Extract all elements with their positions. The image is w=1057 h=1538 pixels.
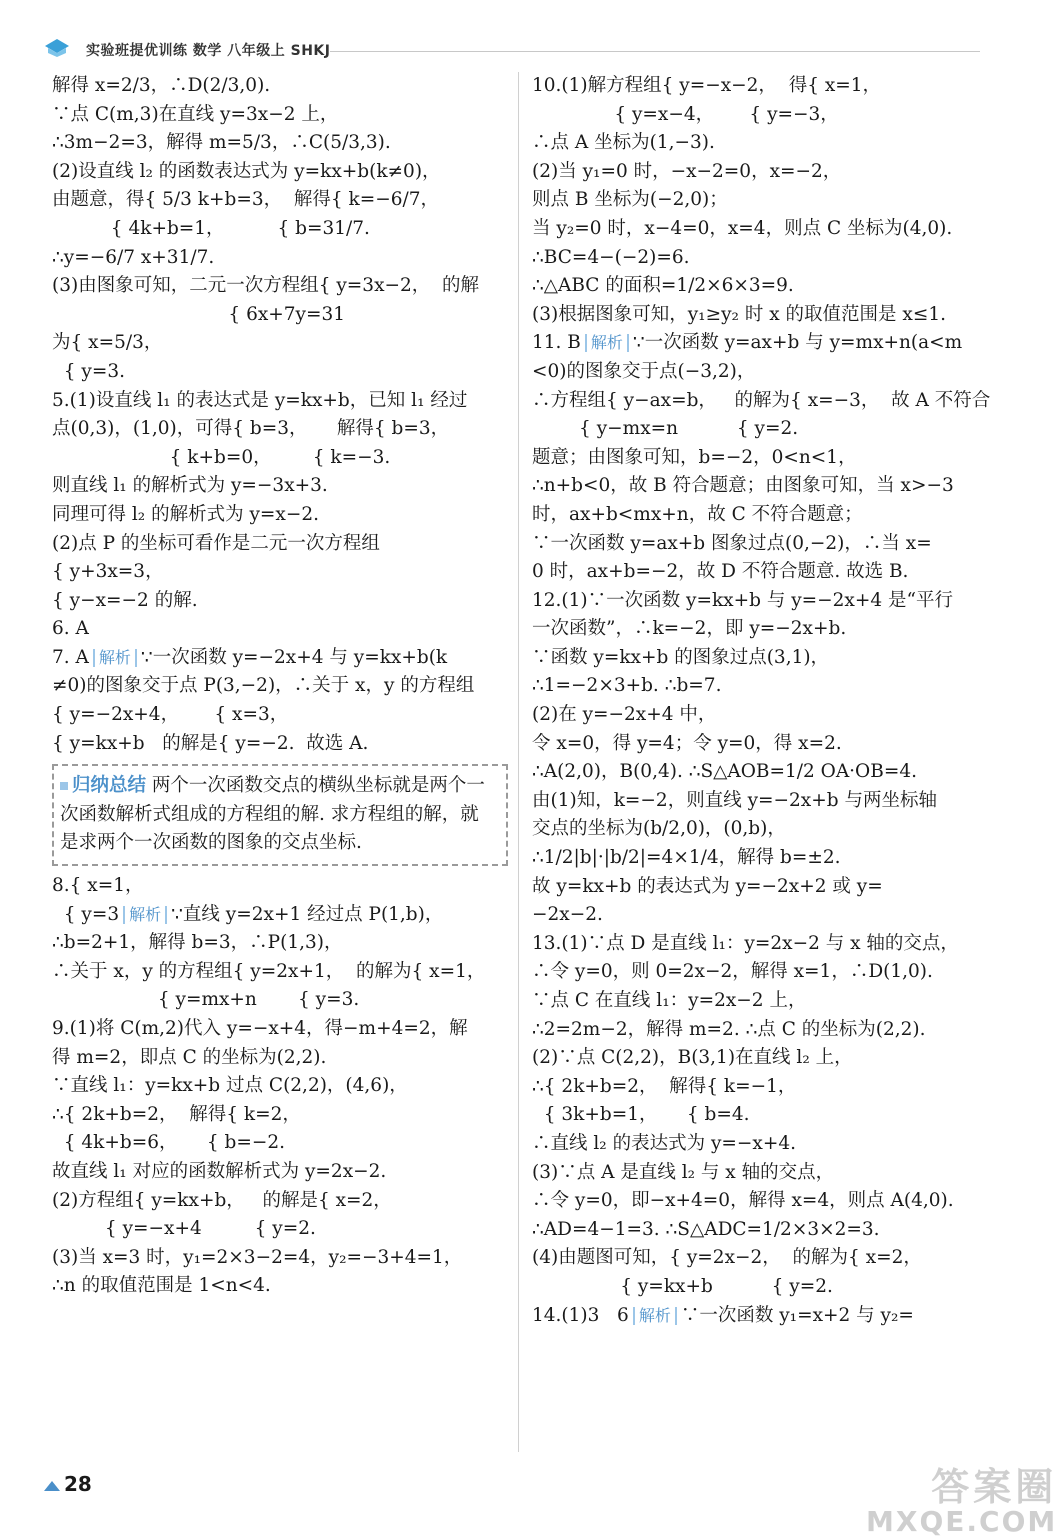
text-line: 令 x=0，得 y=4；令 y=0，得 x=2.: [532, 732, 842, 754]
watermark: [866, 1456, 1057, 1538]
answer-11: 11. B: [532, 332, 581, 354]
text-line: (2)∵点 C(2,2)，B(3,1)在直线 l₂ 上，: [532, 1047, 853, 1069]
watermark-line1: 答案圈: [931, 1465, 1057, 1509]
text-line: 得 m=2，即点 C 的坐标为(2,2).: [52, 1046, 327, 1068]
text-line: ∴A(2,0)，B(0,4). ∴S△AOB=1/2 OA·OB=4.: [532, 761, 917, 783]
text-line: ∴关于 x，y 的方程组{ y=2x+1， 的解为{ x=1，: [52, 960, 486, 982]
text-line: 12.(1)∵一次函数 y=kx+b 与 y=−2x+4 是“平行: [532, 589, 953, 611]
book-logo-icon: [44, 38, 70, 58]
right-column: [532, 72, 992, 1330]
text-line: ∵点 C 在直线 l₁：y=2x−2 上，: [532, 990, 807, 1011]
text-line: 故 y=kx+b 的表达式为 y=−2x+2 或 y=: [532, 875, 883, 897]
text-line: (2)设直线 l₂ 的函数表达式为 y=kx+b(k≠0)，: [52, 160, 441, 182]
page-header: [0, 0, 1040, 60]
column-divider: [518, 72, 519, 1452]
text-line: ∴n+b<0，故 B 符合题意；由图象可知，当 x>−3: [532, 475, 954, 497]
text-line: { y−mx=n { y=2.: [532, 418, 799, 440]
analysis-8: ∵直线 y=2x+1 经过点 P(1,b)，: [171, 903, 444, 925]
text-line: 9.(1)将 C(m,2)代入 y=−x+4，得−m+4=2，解: [52, 1018, 468, 1039]
text-line: { y=mx+n { y=3.: [52, 989, 360, 1011]
analysis-7: ∵一次函数 y=−2x+4 与 y=kx+b(k: [140, 646, 448, 668]
text-line: ∴2=2m−2，解得 m=2. ∴点 C 的坐标为(2,2).: [532, 1018, 926, 1040]
text-line: { y+3x=3，: [52, 561, 164, 583]
text-line: 由(1)知，k=−2，则直线 y=−2x+b 与两坐标轴: [532, 789, 937, 811]
summary-square-icon: [60, 782, 68, 790]
text-line: { y=−x+4 { y=2.: [52, 1218, 316, 1240]
text-line: ≠0)的图象交于点 P(3,−2)，∴关于 x，y 的方程组: [52, 675, 475, 697]
page-number: [44, 1472, 92, 1496]
text-line: (3)∵点 A 是直线 l₂ 与 x 轴的交点，: [532, 1161, 835, 1183]
analysis-14: ∵一次函数 y₁=x+2 与 y₂=: [680, 1304, 914, 1326]
text-line: ∴方程组{ y−ax=b， 的解为{ x=−3， 故 A 不符合: [532, 389, 991, 411]
text-line: 0 时，ax+b=−2，故 D 不符合题意. 故选 B.: [532, 561, 909, 583]
text-line: ∵直线 l₁：y=kx+b 过点 C(2,2)，(4,6)，: [52, 1075, 408, 1097]
page-arrow-icon: [44, 1481, 60, 1491]
text-line: { 6x+7y=31: [52, 303, 346, 325]
text-line: ∴令 y=0，即−x+4=0，解得 x=4，则点 A(4,0).: [532, 1190, 954, 1212]
text-line: (3)根据图象可知，y₁≥y₂ 时 x 的取值范围是 x≤1.: [532, 303, 946, 325]
text-line: ∴n 的取值范围是 1<n<4.: [52, 1275, 271, 1297]
text-line: [52, 872, 512, 901]
text-line: { y=x−4， { y=−3，: [532, 103, 839, 125]
text-line: 故直线 l₁ 对应的函数解析式为 y=2x−2.: [52, 1160, 387, 1182]
text-line: [52, 901, 512, 930]
summary-box: [52, 764, 508, 866]
text-line: (3)当 x=3 时，y₁=2×3−2=4，y₂=−3+4=1，: [52, 1246, 463, 1268]
answer-14: 14.(1)3 6: [532, 1304, 629, 1326]
text-line: (2)在 y=−2x+4 中，: [532, 704, 717, 726]
analysis-tag: 解析: [633, 1307, 677, 1325]
text-line: { y−x=−2 的解.: [52, 589, 198, 611]
text-line: (3)由图象可知，二元一次方程组{ y=3x−2， 的解: [52, 275, 480, 297]
text-line: ∴△ABC 的面积=1/2×6×3=9.: [532, 275, 794, 297]
text-line: { 4k+b=6， { b=−2.: [52, 1132, 286, 1154]
text-line: ∴AD=4−1=3. ∴S△ADC=1/2×3×2=3.: [532, 1218, 880, 1240]
text-line: ∴1/2|b|·|b/2|=4×1/4，解得 b=±2.: [532, 847, 841, 869]
text-line: ∴令 y=0，则 0=2x−2，解得 x=1，∴D(1,0).: [532, 961, 933, 983]
text-line: [532, 1302, 992, 1331]
text-line: (2)当 y₁=0 时，−x−2=0，x=−2，: [532, 160, 842, 182]
page-number-text: 28: [64, 1472, 92, 1496]
analysis-tag: 解析: [123, 906, 167, 924]
text-line: ∴1=−2×3+b. ∴b=7.: [532, 675, 722, 697]
text-line: ∴{ 2k+b=2， 解得{ k=2，: [52, 1103, 301, 1125]
text-line: [532, 329, 992, 358]
text-line: 由题意，得{ 5/3 k+b=3， 解得{ k=−6/7，: [52, 189, 440, 211]
text-line: 交点的坐标为(b/2,0)，(0,b)，: [532, 818, 786, 840]
text-line: −2x−2.: [532, 904, 603, 926]
text-line: { y=3.: [52, 360, 126, 382]
analysis-tag: 解析: [93, 649, 137, 667]
text-line: 则点 B 坐标为(−2,0)；: [532, 189, 728, 211]
text-line: ∴点 A 坐标为(1,−3).: [532, 132, 715, 154]
text-line: 题意；由图象可知，b=−2，0<n<1，: [532, 446, 857, 468]
text-line: [52, 644, 512, 673]
text-line: (2)点 P 的坐标可看作是二元一次方程组: [52, 532, 380, 554]
text-line: 10.(1)解方程组{ y=−x−2， 得{ x=1，: [532, 75, 882, 96]
text-line: 点(0,3)，(1,0)，可得{ b=3， 解得{ b=3，: [52, 418, 450, 440]
answer-8: 8.{ x=1，: [52, 875, 144, 897]
text-line: { 3k+b=1， { b=4.: [532, 1104, 750, 1126]
text-line: ∴3m−2=3，解得 m=5/3，∴C(5/3,3).: [52, 132, 391, 154]
book-title: 实验班提优训练 数学 八年级上 SHKJ: [86, 43, 331, 59]
summary-text-line: [60, 772, 496, 858]
analysis-11: ∵一次函数 y=ax+b 与 y=mx+n(a<m: [632, 332, 963, 354]
text-line: 一次函数”，∴k=−2，即 y=−2x+b.: [532, 618, 847, 640]
header-rule: [330, 51, 980, 52]
text-line: (2)方程组{ y=kx+b， 的解是{ x=2，: [52, 1189, 392, 1211]
text-line: ∵函数 y=kx+b 的图象过点(3,1)，: [532, 646, 830, 668]
text-line: { y=kx+b { y=2.: [532, 1275, 833, 1297]
text-line: 为{ x=5/3，: [52, 332, 163, 354]
summary-text: 两个一次函数交点的横纵坐标就是两个一次函数解析式组成的方程组的解. 求方程组的解，就是求两个一次函数的图象的交点坐标.: [60, 775, 485, 854]
text-line: 6. A: [52, 618, 89, 640]
text-line: <0)的图象交于点(−3,2)，: [532, 360, 756, 382]
text-line: ∴BC=4−(−2)=6.: [532, 246, 690, 268]
text-line: { y=kx+b 的解是{ y=−2. 故选 A.: [52, 732, 369, 754]
text-line: ∵一次函数 y=ax+b 图象过点(0,−2)，∴当 x=: [532, 532, 932, 554]
text-line: ∴{ 2k+b=2， 解得{ k=−1，: [532, 1075, 797, 1097]
text-line: (4)由题图可知，{ y=2x−2， 的解为{ x=2，: [532, 1247, 922, 1269]
text-line: 5.(1)设直线 l₁ 的表达式是 y=kx+b，已知 l₁ 经过: [52, 389, 468, 411]
text-line: 解得 x=2/3，∴D(2/3,0).: [52, 75, 271, 96]
text-line: { y=−2x+4， { x=3，: [52, 704, 289, 726]
summary-label: 归纳总结: [72, 775, 147, 797]
text-line: 13.(1)∵点 D 是直线 l₁：y=2x−2 与 x 轴的交点，: [532, 932, 959, 954]
text-line: 则直线 l₁ 的解析式为 y=−3x+3.: [52, 475, 328, 497]
text-line: 同理可得 l₂ 的解析式为 y=x−2.: [52, 503, 320, 525]
answer-7: 7. A: [52, 646, 89, 668]
text-line: { k+b=0， { k=−3.: [52, 446, 391, 468]
left-column: [52, 72, 512, 1301]
analysis-tag: 解析: [585, 334, 629, 352]
text-line: 时，ax+b<mx+n，故 C 不符合题意；: [532, 503, 863, 525]
text-line: 当 y₂=0 时，x−4=0，x=4，则点 C 坐标为(4,0).: [532, 217, 953, 239]
text-line: ∴b=2+1，解得 b=3，∴P(1,3)，: [52, 932, 343, 954]
text-line: ∵点 C(m,3)在直线 y=3x−2 上，: [52, 103, 339, 125]
text-line: ∴y=−6/7 x+31/7.: [52, 246, 215, 268]
watermark-line2: MXQE.COM: [866, 1505, 1057, 1538]
text-line: ∴直线 l₂ 的表达式为 y=−x+4.: [532, 1132, 797, 1154]
text-line: { 4k+b=1， { b=31/7.: [52, 217, 370, 239]
answer-8-b: { y=3: [52, 903, 120, 925]
